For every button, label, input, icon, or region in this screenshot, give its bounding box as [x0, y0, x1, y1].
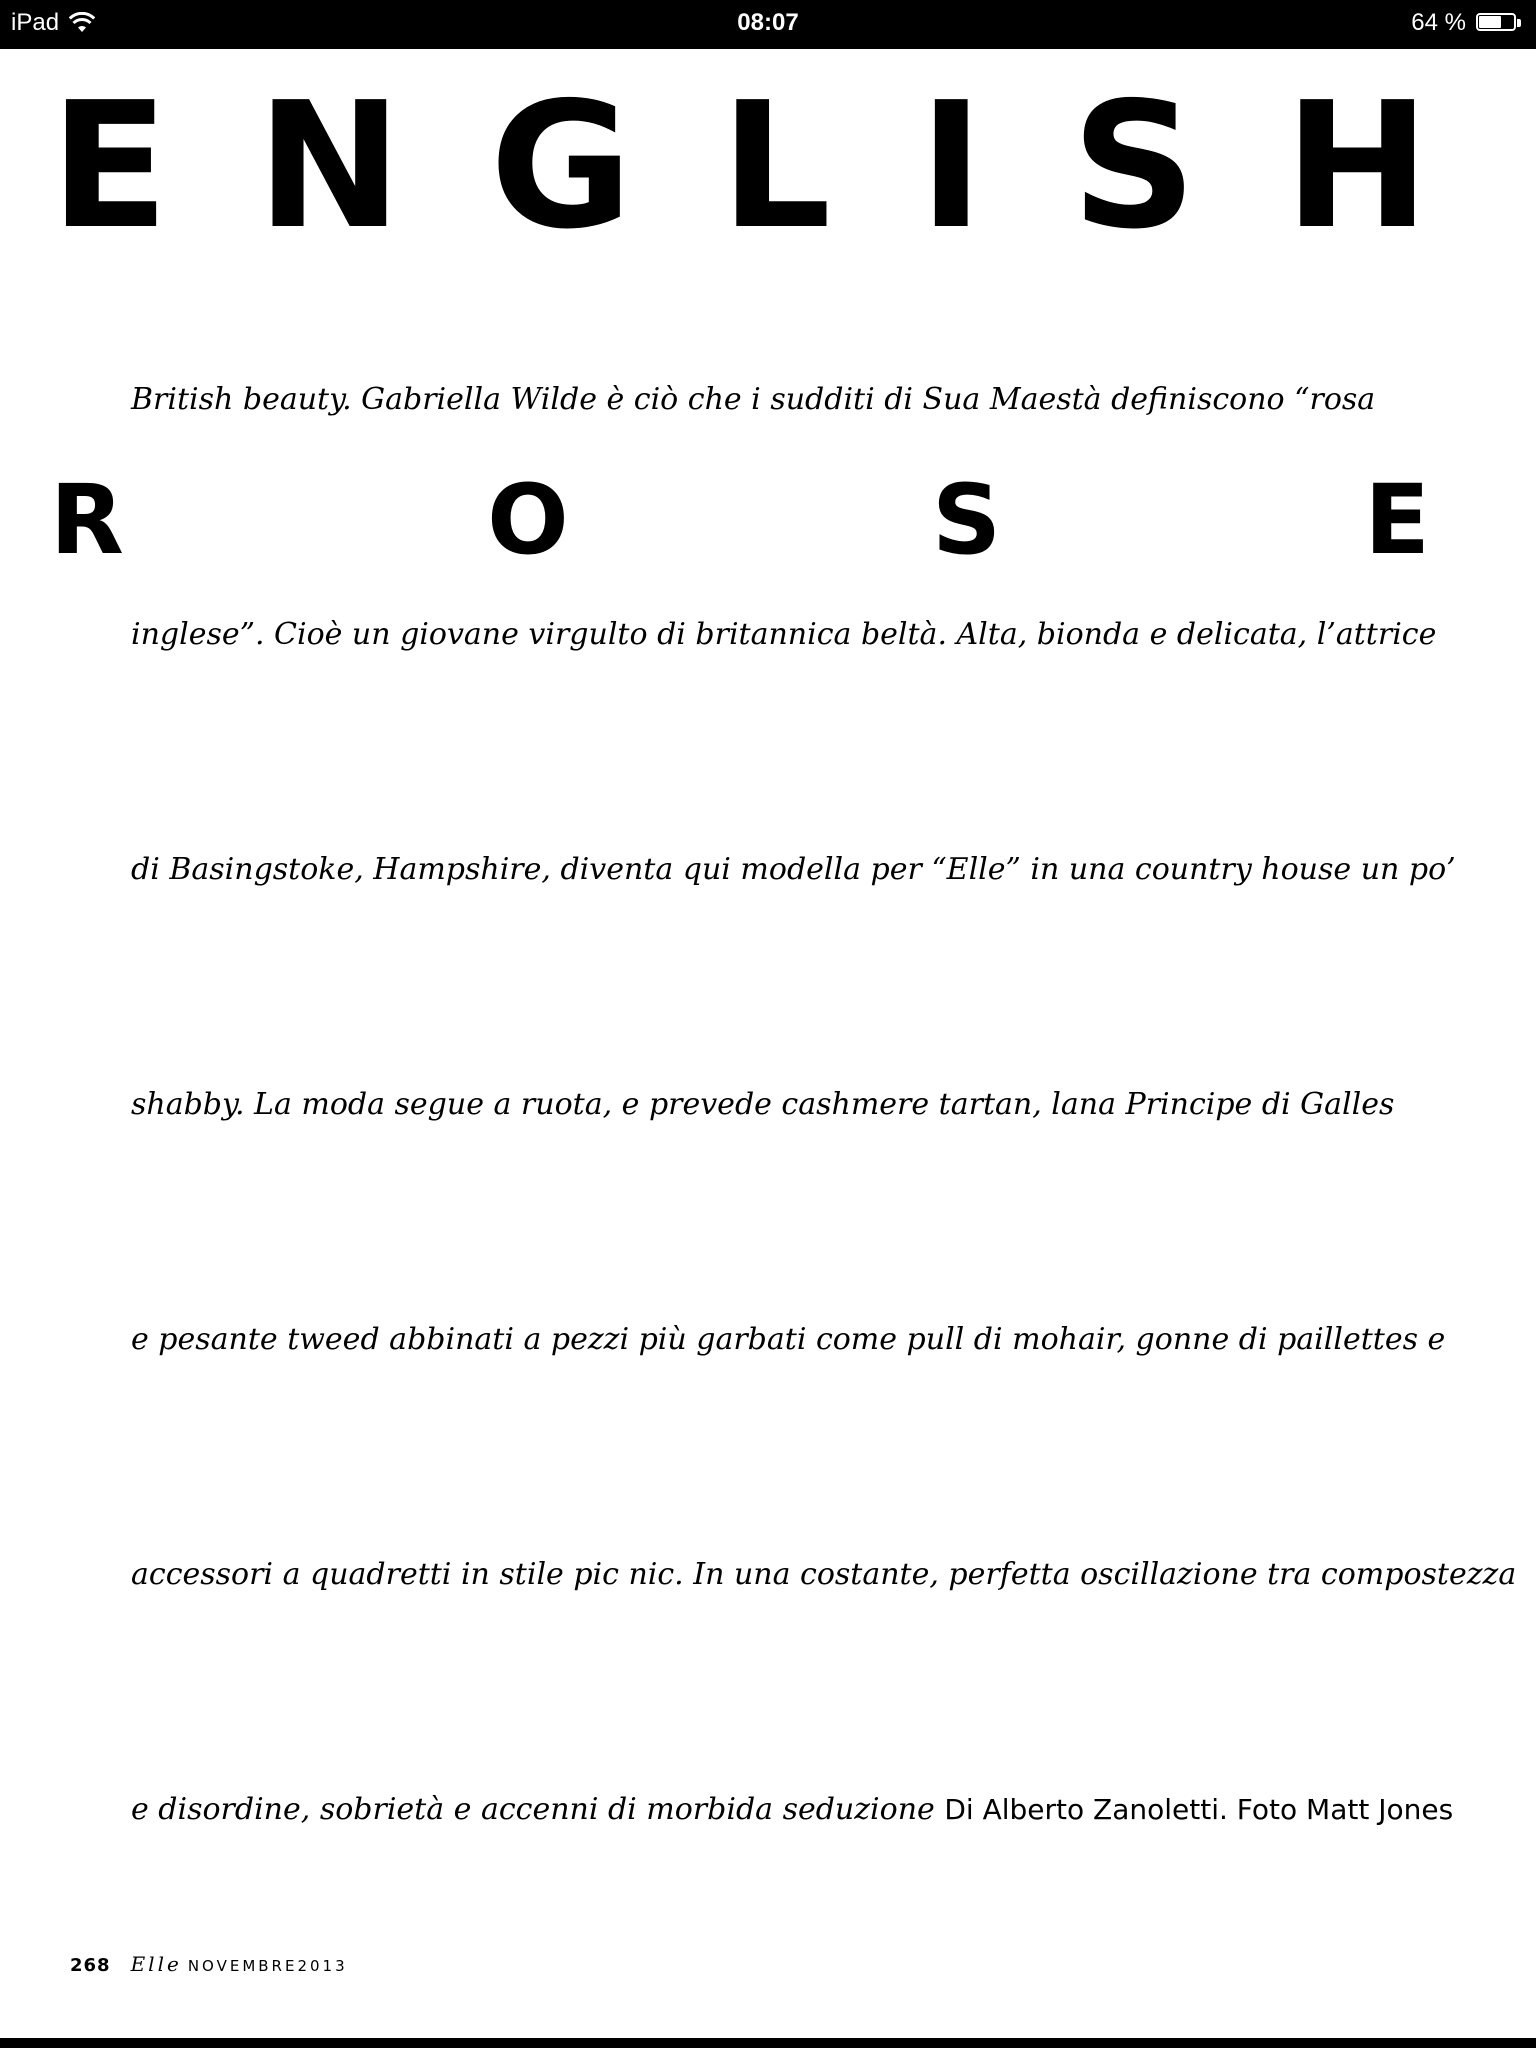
- status-time: 08:07: [737, 9, 799, 36]
- body-line: e pesante tweed abbinati a pezzi più garbati come pull di mohair, gonne di paillettes e: [131, 1322, 1446, 1357]
- headline-letter: R: [50, 464, 124, 576]
- battery-tip: [1517, 19, 1521, 27]
- body-line: British beauty. Gabriella Wilde è ciò che i sudditi di Sua Maestà definiscono “rosa: [131, 382, 1376, 417]
- headline-letter: H: [1284, 65, 1430, 268]
- headline-english: [50, 65, 1430, 268]
- headline-rose: [50, 464, 1430, 576]
- headline-letter: E: [50, 65, 169, 268]
- status-bar: [0, 0, 1536, 49]
- headline-letter: L: [720, 65, 832, 268]
- battery-fill: [1479, 16, 1501, 28]
- issue-date: NOVEMBRE2013: [187, 1957, 348, 1975]
- headline-letter: I: [918, 65, 984, 268]
- bottom-bar: [0, 2038, 1536, 2048]
- headline-letter: N: [256, 65, 403, 268]
- body-line: di Basingstoke, Hampshire, diventa qui modella per “Elle” in una country house un po’: [131, 852, 1456, 887]
- headline-letter: S: [1071, 65, 1197, 268]
- headline-letter: O: [487, 464, 569, 576]
- page-number: 268: [70, 1955, 111, 1976]
- headline-letter: G: [489, 65, 633, 268]
- body-line-text: e disordine, sobrietà e accenni di morbida seduzione: [131, 1792, 935, 1827]
- battery-percentage: 64 %: [1411, 9, 1466, 36]
- body-line: accessori a quadretti in stile pic nic. In una costante, perfetta oscillazione tra compostezza: [131, 1557, 1517, 1592]
- device-name: iPad: [11, 9, 60, 36]
- magazine-name: Elle: [130, 1952, 182, 1976]
- body-line: inglese”. Cioè un giovane virgulto di britannica beltà. Alta, bionda e delicata, l’attrice: [131, 617, 1437, 652]
- page-footer: [70, 1952, 348, 1976]
- headline-letter: E: [1364, 464, 1430, 576]
- body-line: shabby. La moda segue a ruota, e prevede cashmere tartan, lana Principe di Galles: [131, 1087, 1395, 1122]
- byline-credit: Di Alberto Zanoletti. Foto Matt Jones: [944, 1793, 1454, 1826]
- headline-letter: S: [932, 464, 1002, 576]
- battery-icon: [1476, 12, 1522, 34]
- body-line-last: [131, 1790, 1454, 1830]
- status-right: [1411, 9, 1522, 37]
